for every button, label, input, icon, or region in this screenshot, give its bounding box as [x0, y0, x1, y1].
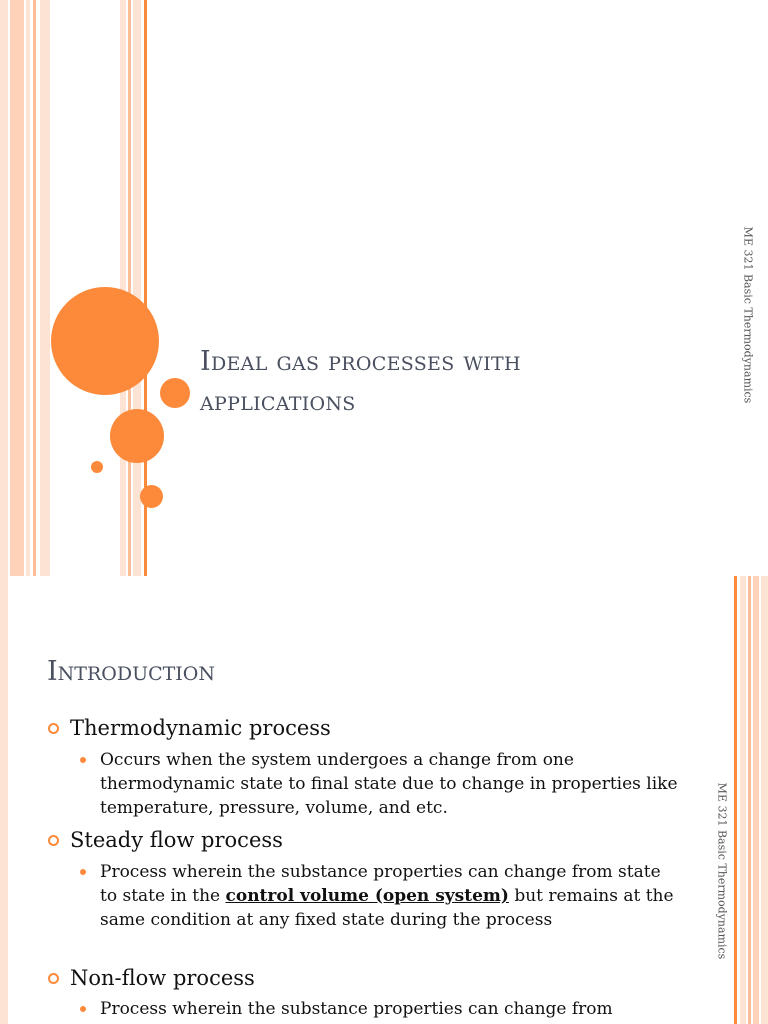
- circle-tiny: [91, 461, 103, 473]
- slide-title: Ideal gas processes with applications: [200, 346, 521, 417]
- content-slide: [0, 576, 768, 1024]
- course-label: ME 321 Basic Thermodynamics: [741, 226, 755, 404]
- sub-bullet: Occurs when the system undergoes a change from one thermodynamic state to final state due to change in properties like temperature, pressure, volume, and etc.: [80, 748, 680, 820]
- bullet-item: Non-flow process: [48, 966, 255, 990]
- bullet-dot-icon: [80, 1006, 86, 1012]
- sub-bullet: Process wherein the substance properties can change from: [80, 997, 680, 1021]
- bullet-item: Thermodynamic process: [48, 716, 331, 740]
- circle-medium: [110, 409, 164, 463]
- course-label: ME 321 Basic Thermodynamics: [715, 782, 729, 960]
- bullet-ring-icon: [48, 835, 59, 846]
- sub-bullet: Process wherein the substance properties can change from state to state in the control volume (open system) but remains at the same condition at any fixed state during the process: [80, 860, 680, 932]
- decorative-stripes: [734, 576, 768, 1024]
- bullet-dot-icon: [80, 869, 86, 875]
- bullet-ring-icon: [48, 723, 59, 734]
- circle-small-1: [160, 378, 190, 408]
- highlighted-term: control volume (open system): [225, 886, 509, 906]
- bullet-item: Steady flow process: [48, 828, 283, 852]
- left-stripe: [0, 576, 8, 1024]
- circle-small-2: [140, 485, 163, 508]
- decorative-stripes: [0, 0, 150, 576]
- circle-large: [51, 287, 159, 395]
- bullet-ring-icon: [48, 973, 59, 984]
- slide-title: Introduction: [47, 656, 216, 687]
- bullet-dot-icon: [80, 757, 86, 763]
